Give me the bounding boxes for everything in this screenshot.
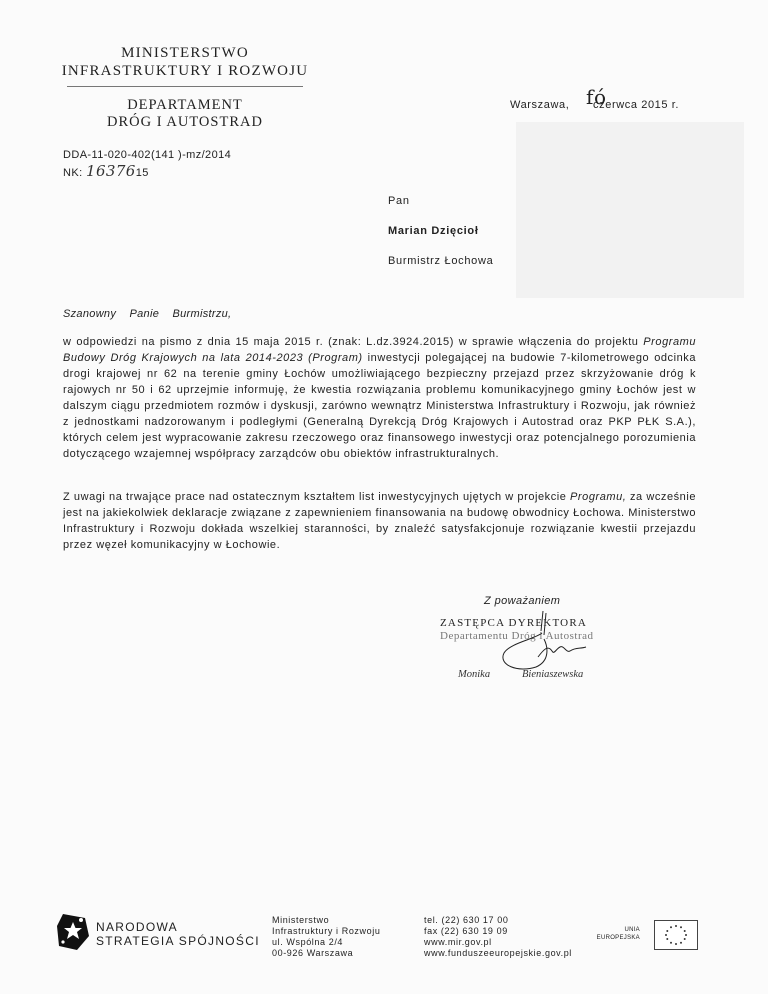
letter-paragraph-2: [63, 489, 696, 553]
ministry-name-line1: MINISTERSTWO: [121, 45, 249, 61]
paragraph-2-part-b: za wcześnie jest na jakiekolwiek deklaracje związane z zapewnieniem finansowania na budowę obwodnicy Łochowa. Ministerstwo Infrastruktury i Rozwoju dokłada wszelkiej staranności, by znaleźć satysfakcjonuje rozwiązanie kwestii przejazdu przez węzeł komunikacyjny w Łochowie.: [63, 491, 696, 551]
footer-address: [272, 915, 380, 959]
reference-number: DDA-11-020-402(141 )-mz/2014: [63, 149, 232, 161]
paragraph-2-program-ref: Programu,: [570, 491, 627, 503]
eu-label-line1: UNIA: [624, 927, 640, 933]
footer-website: www.mir.gov.pl: [424, 937, 492, 947]
nk-label: NK:: [63, 167, 83, 179]
signer-last-name: Bieniaszewska: [522, 669, 584, 680]
letter-greeting: Szanowny Panie Burmistrzu,: [63, 308, 232, 320]
letter-date: [510, 85, 680, 111]
paragraph-1-part-b: inwestycji polegającej na budowie 7-kilometrowego odcinka drogi krajowej nr 62 na terenie gminy Łochów umożliwiającego bezpieczny przejazd przez skrzyżowanie dróg k rajowych nr 50 i 62 uprzejmie informuję, że kwestia rozwiązania problemu komunikacyjnego gminy Łochów jest w dalszym ciągu przedmiotem rozmów i dyskusji, zarówno wewnątrz Ministerstwa Infrastruktury i Rozwoju, jak również z jednostkami nadzorowanym i podległymi (Generalną Dyrekcją Dróg Krajowych i Autostrad oraz PKP PŁK S.A.), których celem jest wypracowanie zakresu rzeczowego oraz finansowego inwestycji oraz potencjalnego porozumienia dotyczącego wzajemnej współpracy zarządców obu obiektów infrastrukturalnych.: [63, 352, 696, 460]
nss-logo: [55, 912, 260, 957]
nss-logo-line1: NARODOWA: [96, 920, 178, 934]
department-name-line1: DEPARTAMENT: [127, 97, 243, 113]
footer-funds-website: www.funduszeeuropejskie.gov.pl: [424, 948, 572, 958]
footer-phone: tel. (22) 630 17 00: [424, 915, 509, 925]
footer-fax: fax (22) 630 19 09: [424, 926, 508, 936]
footer-address-line4: 00-926 Warszawa: [272, 948, 354, 958]
paragraph-1-program-name: Programu Budowy Dróg Krajowych na lata 2014-2023 (Program): [63, 336, 696, 364]
letterhead: [60, 44, 310, 131]
addressee-title: Burmistrz Łochowa: [388, 255, 494, 267]
eu-label: [592, 926, 640, 942]
date-suffix: czerwca 2015 r.: [593, 99, 680, 111]
eu-stars-icon: [655, 921, 697, 949]
letterhead-divider: [67, 86, 303, 87]
nss-logo-text: [96, 920, 296, 948]
signature-title: ZASTĘPCA DYREKTORA: [440, 617, 587, 629]
addressee-salutation: Pan: [388, 195, 410, 207]
nss-star-logo-icon: [55, 912, 91, 952]
footer-contact: [424, 915, 572, 959]
reference-block: [63, 147, 231, 181]
signer-first-name: Monika: [458, 669, 491, 680]
letter-paragraph-1: [63, 334, 696, 462]
scan-shade-area: [516, 122, 744, 298]
signature-department: Departamentu Dróg i Autostrad: [440, 630, 594, 642]
footer-address-line3: ul. Wspólna 2/4: [272, 937, 344, 947]
paragraph-1-part-a: w odpowiedzi na pismo z dnia 15 maja 2015 r. (znak: L.dz.3924.2015) w sprawie włączenia do projektu: [63, 336, 644, 348]
signature-closing: Z poważaniem: [484, 595, 561, 607]
eu-flag: [654, 920, 698, 950]
nss-logo-line2: STRATEGIA SPÓJNOŚCI: [96, 934, 260, 948]
footer-address-line1: Ministerstwo: [272, 915, 330, 925]
department-name-line2: DRÓG I AUTOSTRAD: [107, 114, 263, 130]
date-handwritten-day: fó: [586, 85, 607, 109]
ministry-name-line2: INFRASTRUKTURY I ROZWOJU: [61, 63, 309, 79]
paragraph-2-part-a: Z uwagi na trwające prace nad ostatecznym kształtem list inwestycyjnych ujętych w projekcie: [63, 491, 571, 503]
eu-label-line2: EUROPEJSKA: [596, 935, 640, 941]
addressee-name: Marian Dzięcioł: [388, 225, 479, 237]
nk-number: [63, 163, 231, 181]
footer-address-line2: Infrastruktury i Rozwoju: [272, 926, 381, 936]
nk-handwritten: 16376: [86, 162, 136, 180]
date-prefix: Warszawa,: [510, 99, 570, 111]
nk-suffix: 15: [135, 167, 149, 179]
